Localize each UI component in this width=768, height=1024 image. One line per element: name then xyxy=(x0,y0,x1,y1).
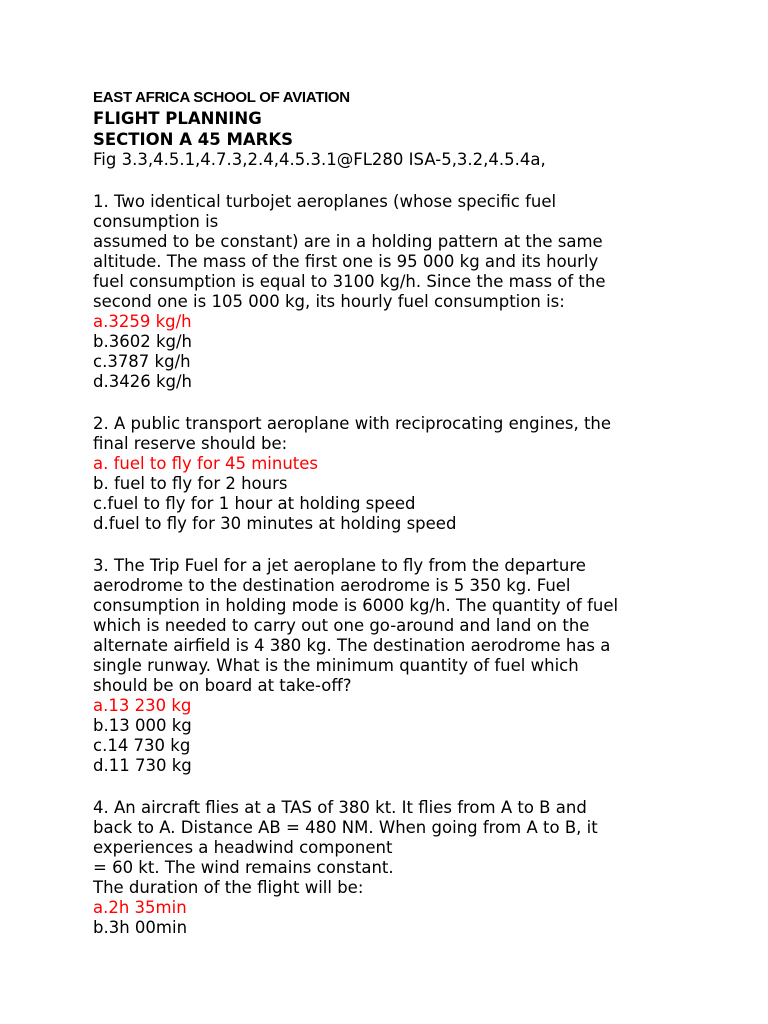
answer-option: d.3426 kg/h xyxy=(93,372,192,391)
answer-option: d.fuel to fly for 30 minutes at holding speed xyxy=(93,514,457,533)
question-3 xyxy=(93,556,733,776)
answer-option: b.3602 kg/h xyxy=(93,332,192,351)
answer-option: d.11 730 kg xyxy=(93,756,192,775)
question-text-line: = 60 kt. The wind remains constant. xyxy=(93,858,394,877)
document-title: FLIGHT PLANNING xyxy=(93,109,262,128)
question-text-line: The duration of the flight will be: xyxy=(93,878,364,897)
question-text-line: consumption in holding mode is 6000 kg/h. The quantity of fuel xyxy=(93,596,619,615)
question-text-line: should be on board at take-off? xyxy=(93,676,352,695)
question-4 xyxy=(93,798,733,938)
question-text-line: consumption is xyxy=(93,212,219,231)
answer-option: c.3787 kg/h xyxy=(93,352,191,371)
correct-answer-option: a.13 230 kg xyxy=(93,696,192,715)
correct-answer-option: a.3259 kg/h xyxy=(93,312,192,331)
question-text-line: 1. Two identical turbojet aeroplanes (whose specific fuel xyxy=(93,192,557,211)
school-name: EAST AFRICA SCHOOL OF AVIATION xyxy=(93,89,350,106)
question-text-line: second one is 105 000 kg, its hourly fuel consumption is: xyxy=(93,292,565,311)
question-text-line: 3. The Trip Fuel for a jet aeroplane to fly from the departure xyxy=(93,556,586,575)
question-text-line: assumed to be constant) are in a holding pattern at the same xyxy=(93,232,603,251)
answer-option: b.3h 00min xyxy=(93,918,188,937)
question-text-line: altitude. The mass of the first one is 95 000 kg and its hourly xyxy=(93,252,599,271)
correct-answer-option: a. fuel to fly for 45 minutes xyxy=(93,454,319,473)
answer-option: b. fuel to fly for 2 hours xyxy=(93,474,288,493)
question-text-line: 2. A public transport aeroplane with reciprocating engines, the xyxy=(93,414,612,433)
question-text-line: alternate airfield is 4 380 kg. The destination aerodrome has a xyxy=(93,636,611,655)
correct-answer-option: a.2h 35min xyxy=(93,898,187,917)
question-text-line: fuel consumption is equal to 3100 kg/h. Since the mass of the xyxy=(93,272,606,291)
question-text-line: which is needed to carry out one go-around and land on the xyxy=(93,616,590,635)
question-text-line: 4. An aircraft flies at a TAS of 380 kt. It flies from A to B and xyxy=(93,798,587,817)
question-text-line: back to A. Distance AB = 480 NM. When going from A to B, it xyxy=(93,818,598,837)
question-1 xyxy=(93,192,733,392)
document-page xyxy=(93,88,733,938)
question-text-line: aerodrome to the destination aerodrome is 5 350 kg. Fuel xyxy=(93,576,571,595)
answer-option: c.fuel to fly for 1 hour at holding speed xyxy=(93,494,416,513)
question-text-line: single runway. What is the minimum quantity of fuel which xyxy=(93,656,579,675)
figure-references: Fig 3.3,4.5.1,4.7.3,2.4,4.5.3.1@FL280 ISA-5,3.2,4.5.4a, xyxy=(93,150,546,169)
question-2 xyxy=(93,414,733,534)
section-heading: SECTION A 45 MARKS xyxy=(93,130,294,149)
answer-option: c.14 730 kg xyxy=(93,736,191,755)
question-text-line: final reserve should be: xyxy=(93,434,288,453)
question-text-line: experiences a headwind component xyxy=(93,838,393,857)
answer-option: b.13 000 kg xyxy=(93,716,192,735)
